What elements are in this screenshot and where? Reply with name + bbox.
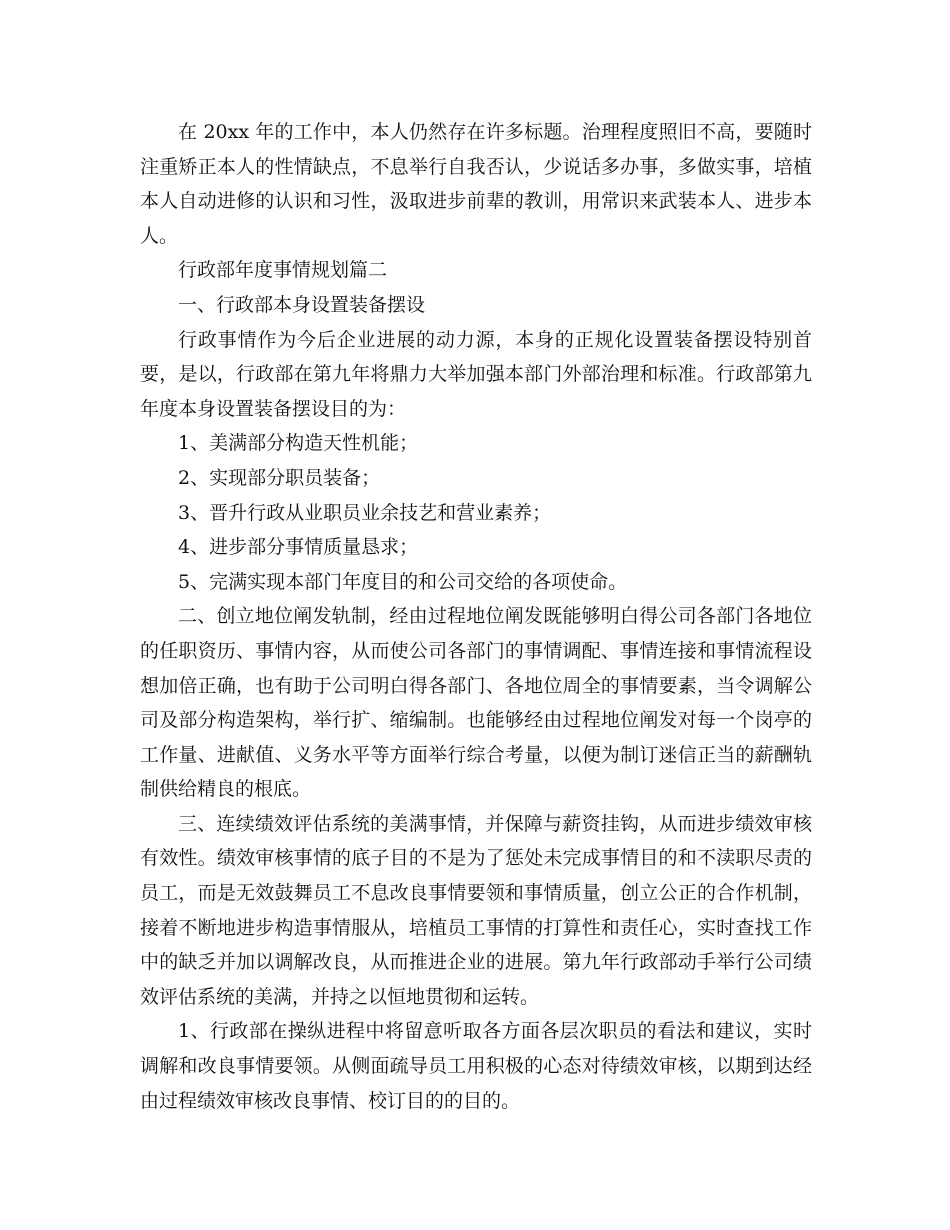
list-item: 1、美满部分构造天性机能； [178,432,419,455]
paragraph-feedback: 1、行政部在操纵进程中将留意听取各方面各层次职员的看法和建议，实时调解和改良事情要领。从侧面疏导员工用积极的心态对待绩效审核，以期到达经由过程绩效审核改良事情、校订目的的目的。 [140,1020,812,1112]
section-heading: 行政部年度事情规划篇二 [178,259,388,282]
paragraph-position-analysis: 二、创立地位阐发轨制，经由过程地位阐发既能够明白得公司各部门各地位的任职资历、事情内容，从而使公司各部门的事情调配、事情连接和事情流程设想加倍正确，也有助于公司明白得各部门、各地位周全的事情要素，当令调解公司及部分构造架构，举行扩、缩编制。也能够经由过程地位阐发对每一个岗亭的工作量、进献值、义务水平等方面举行综合考量，以便为制订迷信正当的薪酬轨制供给精良的根底。 [140,605,812,801]
paragraph-performance-evaluation: 三、连续绩效评估系统的美满事情，并保障与薪资挂钩，从而进步绩效审核有效性。绩效审核事情的底子目的不是为了惩处未完成事情目的和不渎职尽责的员工，而是无效鼓舞员工不息改良事情要领和事情质量，创立公正的合作机制，接着不断地进步构造事情服从，培植员工事情的打算性和责任心，实时查找工作中的缺乏并加以调解改良，从而推进企业的进展。第九年行政部动手举行公司绩效评估系统的美满，并持之以恒地贯彻和运转。 [140,812,812,1008]
subsection-heading: 一、行政部本身设置装备摆设 [178,293,426,316]
document-body [140,115,812,1118]
list-item: 3、晋升行政从业职员业余技艺和营业素养； [178,501,552,524]
list-item: 4、进步部分事情质量恳求； [178,536,419,559]
paragraph-work-summary: 在 20xx 年的工作中，本人仍然存在许多标题。治理程度照旧不高，要随时注重矫正本人的性情缺点，不息举行自我否认，少说话多办事，多做实事，培植本人自动进修的认识和习性，汲取进步前辈的教训，用常识来武装本人、进步本人。 [140,121,812,247]
list-item: 5、完满实现本部门年度目的和公司交给的各项使命。 [178,570,628,593]
list-item: 2、实现部分职员装备； [178,466,381,489]
paragraph-self-building: 行政事情作为今后企业进展的动力源，本身的正规化设置装备摆设特别首要，是以，行政部在第九年将鼎力大举加强本部门外部治理和标准。行政部第九年度本身设置装备摆设目的为： [140,328,812,420]
